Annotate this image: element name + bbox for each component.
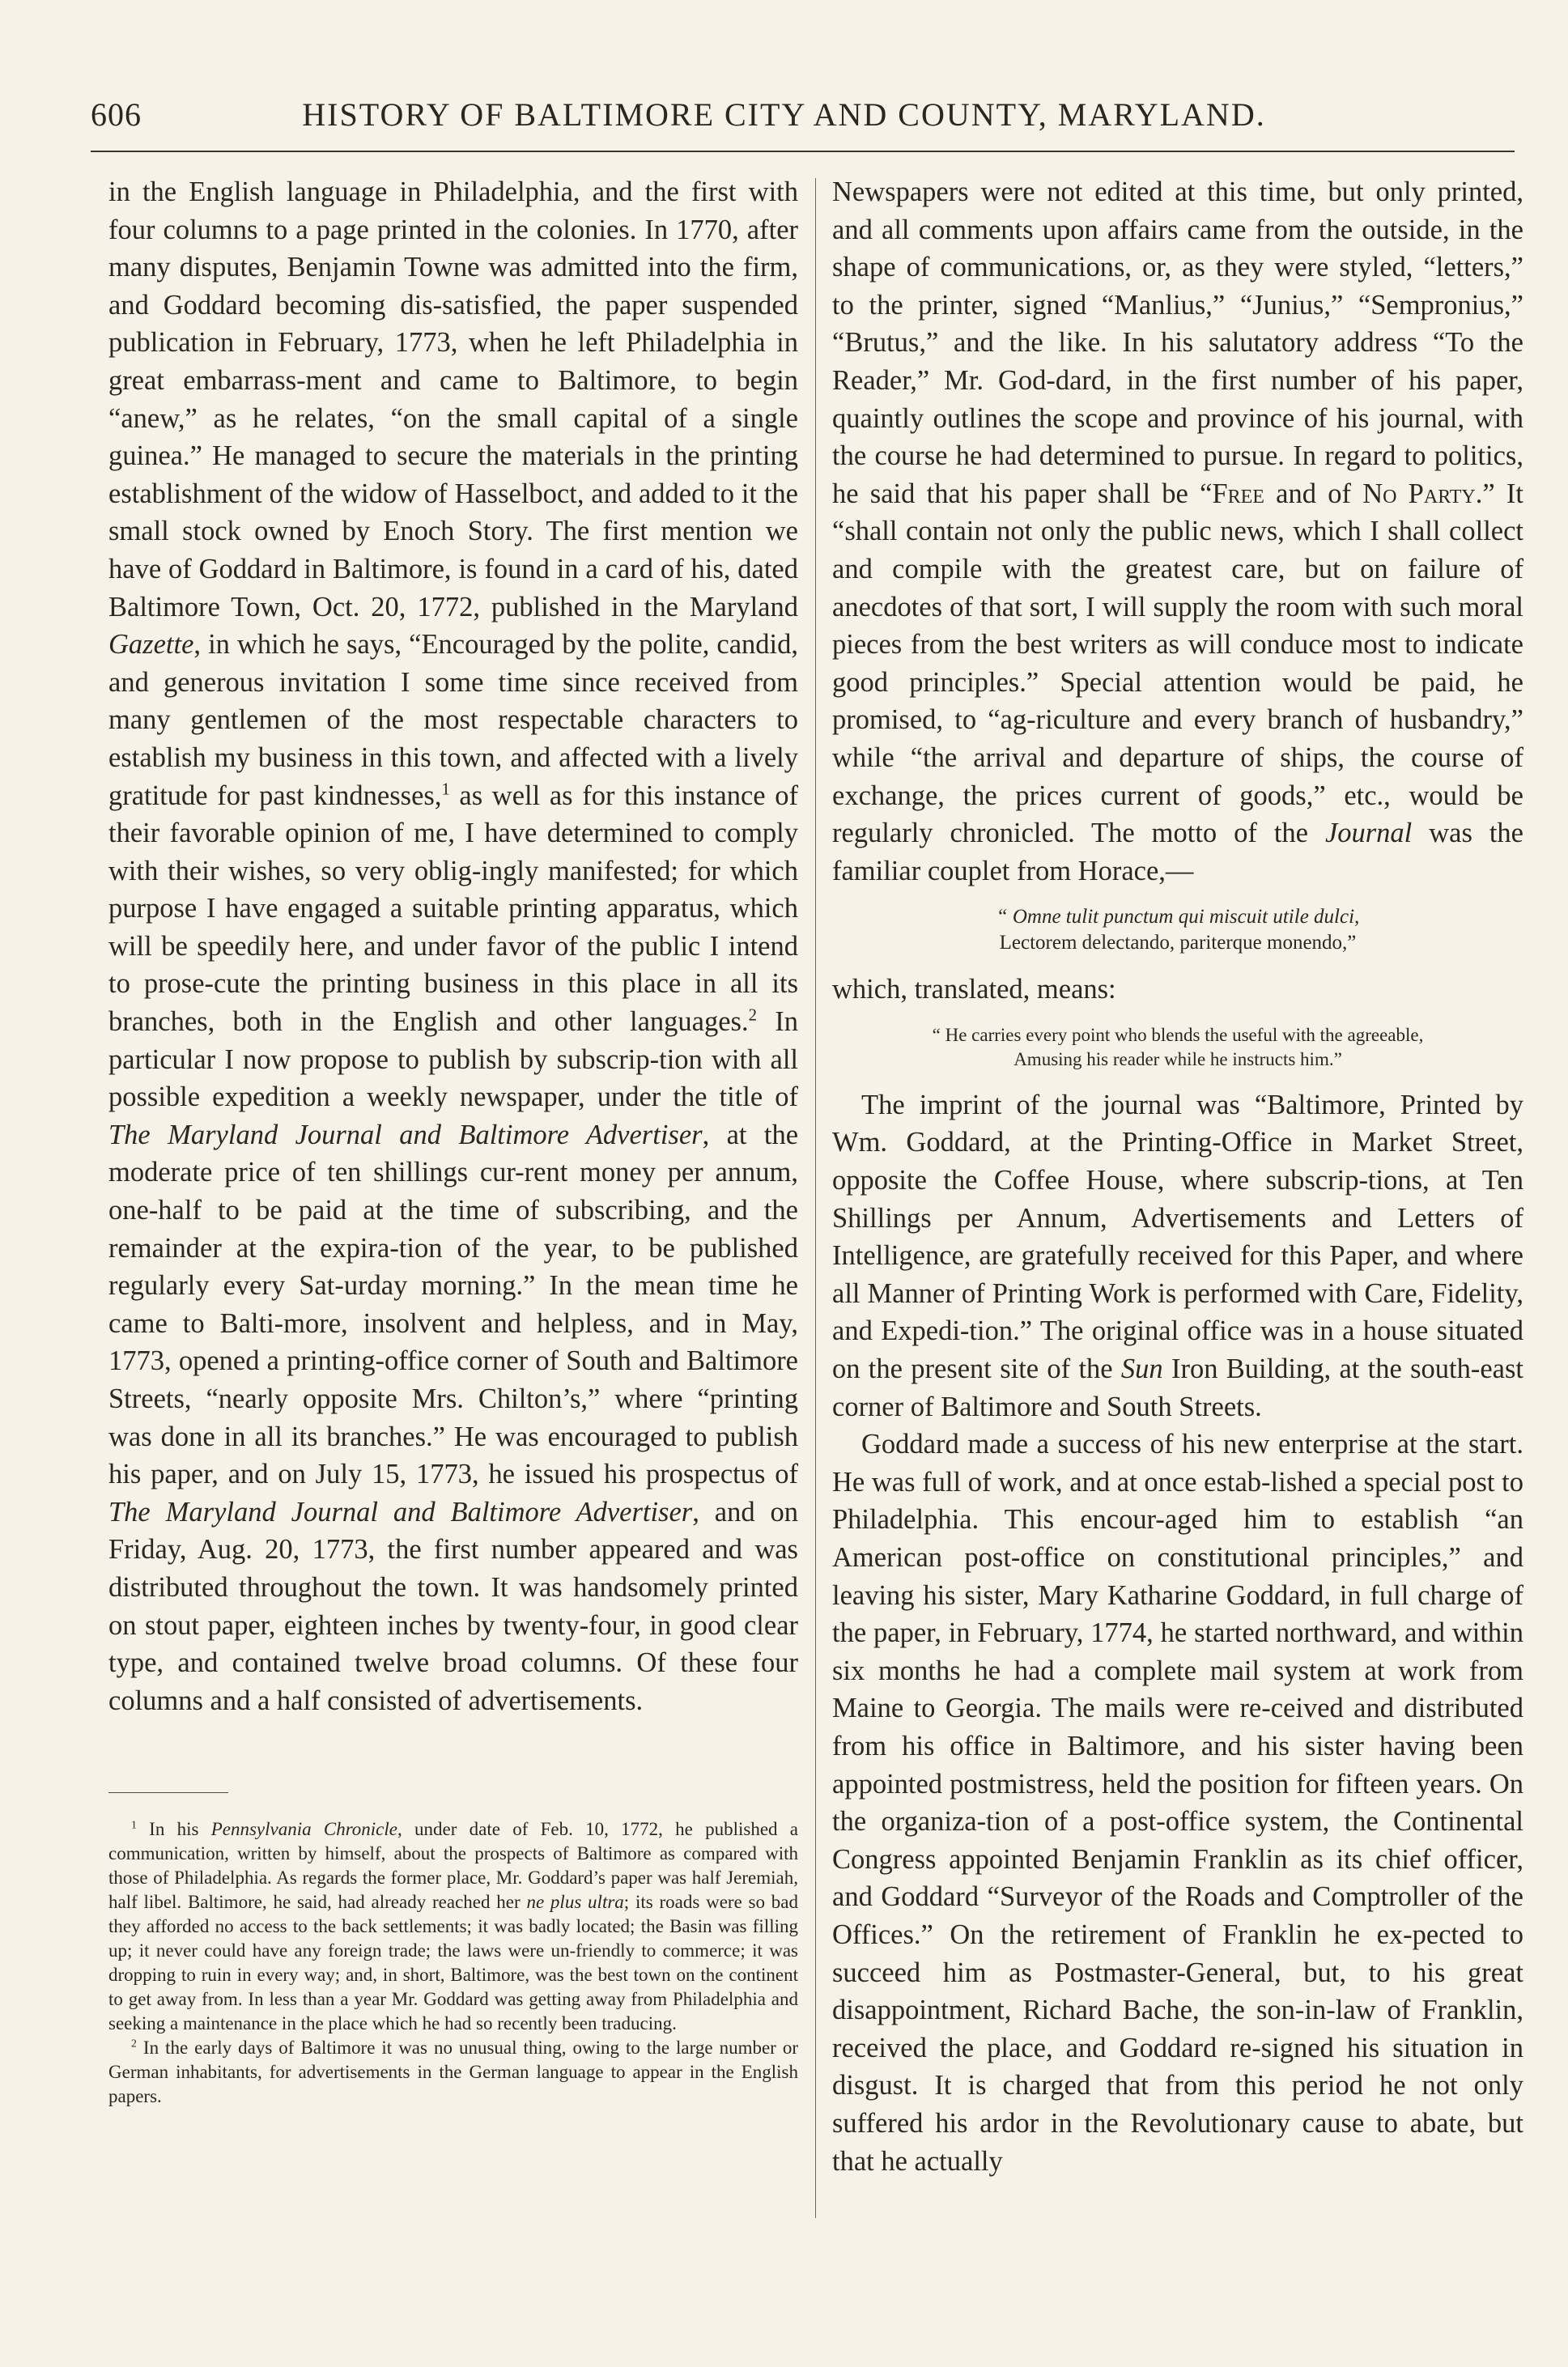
text-run: as well as for this instance of their favorable opinion of me, I have determined to comply with their wishes, so very oblig-ingly manifested; for which purpose I have engaged a suitable printing apparatus, which will be speedily here, and under favor of the public I intend to prose-cute the printing business in this place in all its branches, both in the English and other languages. (108, 780, 798, 1038)
text-run: , under date of Feb. 10, 1772, he published a communication, written by himself, about the prospects of Baltimore as compared with those of Philadelphia. As regards the former place, Mr. Goddard’s paper was half Jeremiah, half libel. Baltimore, he said, had already reached her (108, 1819, 799, 1913)
footnote-1 (108, 1817, 798, 2036)
quote-line: Lectorem delectando, pariterque monendo,” (999, 932, 1357, 954)
text-run: , at the moderate price of ten shillings cur-rent money per annum, one-half to be paid at the time of subscribing, and the remainder at the expira-tion of the year, to be published regularly every Sat-urday morning.” In the mean time he came to Balti-more, insolvent and helpless, and in May, 1773, opened a printing-office corner of South and Baltimore Streets, “nearly opposite Mrs. Chilton’s,” where “printing was done in all its branches.” He was encouraged to publish his paper, and on July 15, 1773, he issued his prospectus of (108, 1119, 799, 1490)
header-rule (91, 151, 1515, 152)
footnote-rule (108, 1792, 228, 1793)
small-caps-text: No Party (1362, 478, 1476, 509)
italic-title: Journal (1324, 818, 1413, 849)
right-paragraph-1 (832, 173, 1523, 890)
translated-intro: which, translated, means: (832, 974, 1116, 1005)
right-paragraph-3: Goddard made a success of his new enterprise at the start. He was full of work, and at once estab-lished a special post to Philadelphia. This encour-aged him to establish “an American post-office on constitutional principles,” and leaving his sister, Mary Katharine Goddard, in full charge of the paper, in February, 1774, he started northward, and within six months he had a complete mail system at work from Maine to Georgia. The mails were re-ceived and distributed from his office in Baltimore, and his sister having been appointed postmistress, held the position for fifteen years. On the organiza-tion of a post-office system, the Continental Congress appointed Benjamin Franklin as its chief officer, and Goddard “Surveyor of the Roads and Comptroller of the Offices.” On the retirement of Franklin he ex-pected to succeed him as Postmaster-General, but, to his great disappointment, Richard Bache, the son-in-law of Franklin, received the place, and Goddard re-signed his situation in disgust. It is charged that from this period he not only suffered his ardor in the Revolutionary cause to abate, but that he actually (832, 1429, 1523, 2177)
footnotes (108, 1817, 798, 2109)
quote-line: “ Omne tulit punctum qui miscuit utile dulci, (996, 906, 1360, 929)
text-run: .” It “shall contain not only the public news, which I shall collect and compile with the greatest care, but on failure of anecdotes of that sort, I will supply the room with such moral pieces from the best writers as will conduce most to indicate good principles.” Special attention would be paid, he promised, to “ag-riculture and every branch of husbandry,” while “the arrival and departure of ships, the course of exchange, the prices current of goods,” etc., would be regularly chronicled. The motto of the (832, 478, 1524, 849)
text-run: in the English language in Philadelphia, and the first with four columns to a page printed in the colonies. In 1770, after many disputes, Benjamin Towne was admitted into the firm, and Goddard becoming dis-satisfied, the paper suspended publication in February, 1773, when he left Philadelphia in great embarrass-ment and came to Baltimore, to begin “anew,” as he relates, “on the small capital of a single guinea.” He managed to secure the materials in the printing establishment of the widow of Hasselboct, and added to it the small stock owned by Enoch Story. The first mention we have of Goddard in Baltimore, is found in a card of his, dated Baltimore Town, Oct. 20, 1772, published in the Maryland (108, 176, 798, 623)
text-run: , in which he says, “Encouraged by the polite, candid, and generous invitation I some time since received from many gentlemen of the most respectable characters to establish my business in this town, and affected with a lively gratitude for past kindnesses, (108, 629, 798, 811)
right-paragraph-2 (832, 1086, 1523, 1426)
text-run: and of (1264, 478, 1363, 509)
left-paragraph (108, 173, 798, 1719)
italic-title: The Maryland Journal and Baltimore Advertiser (108, 1119, 703, 1150)
text-run: In the early days of Baltimore it was no unusual thing, owing to the large number or German inhabitants, for advertisements in the German language to appear in the English papers. (108, 2038, 798, 2107)
footnote-ref-2: 2 (748, 1006, 757, 1025)
italic-phrase: ne plus ultra (526, 1892, 624, 1913)
footnote-2 (108, 2036, 798, 2109)
quote-line: Amusing his reader while he instructs him.” (1013, 1048, 1342, 1069)
italic-title: The Maryland Journal and Baltimore Advertiser (108, 1496, 693, 1528)
text-run: ; its roads were so bad they afforded no access to the back settlements; it was badly located; the Basin was filling up; it never could have any foreign trade; the laws were un-friendly to commerce; it was dropping to ruin in every way; and, in short, Baltimore, was the best town on the continent to get away from. In less than a year Mr. Goddard was getting away from Philadelphia and seeking a maintenance in the place which he had so recently been traducing. (108, 1892, 799, 2034)
italic-title: Pennsylvania Chronicle (210, 1819, 397, 1840)
small-caps-text: Free (1212, 478, 1264, 509)
text-run: The imprint of the journal was “Baltimore, Printed by Wm. Goddard, at the Printing-Office in Market Street, opposite the Coffee House, where subscrip-tions, at Ten Shillings per Annum, Advertisements and Letters of Intelligence, are gratefully received for this Paper, and where all Manner of Printing Work is performed with Care, Fidelity, and Expedi-tion.” The original office was in a house situated on the present site of the (832, 1089, 1523, 1385)
text-run: Iron Building, at the south-east corner of Baltimore and South Streets. (832, 1353, 1523, 1422)
text-run: was the familiar couplet from Horace,— (832, 818, 1523, 886)
footnote-marker: 2 (131, 2037, 137, 2050)
text-run: Newspapers were not edited at this time, but only printed, and all comments upon affairs came from the outside, in the shape of communications, or, as they were styled, “letters,” to the printer, signed “Manlius,” “Junius,” “Sempronius,” “Brutus,” and the like. In his salutatory address “To the Reader,” Mr. God-dard, in the first number of his paper, quaintly outlines the scope and province of his journal, with the course he had determined to pursue. In regard to politics, he said that his paper shall be “ (832, 176, 1523, 509)
right-column (832, 173, 1523, 2180)
text-run: , and on Friday, Aug. 20, 1773, the first number appeared and was distributed throughout the town. It was handsomely printed on stout paper, eighteen inches by twenty-four, in good clear type, and contained twelve broad columns. Of these four columns and a half consisted of advertisements. (108, 1496, 798, 1716)
text-run: In particular I now propose to publish by subscrip-tion with all possible expedition a weekly newspaper, under the title of (108, 1006, 798, 1113)
page-number: 606 (91, 96, 142, 133)
column-divider (815, 178, 816, 2218)
latin-quotation (832, 904, 1523, 956)
quote-line: “ He carries every point who blends the useful with the agreeable, (932, 1024, 1424, 1045)
italic-title: Gazette (108, 629, 194, 661)
text-run: In his (136, 1819, 211, 1840)
footnote-marker: 1 (131, 1818, 137, 1831)
english-quotation (832, 1023, 1523, 1072)
italic-title: Sun (1120, 1353, 1163, 1385)
running-title: HISTORY OF BALTIMORE CITY AND COUNTY, MARYLAND. (302, 96, 1266, 133)
left-column (108, 173, 798, 2109)
footnote-ref-1: 1 (441, 780, 450, 798)
